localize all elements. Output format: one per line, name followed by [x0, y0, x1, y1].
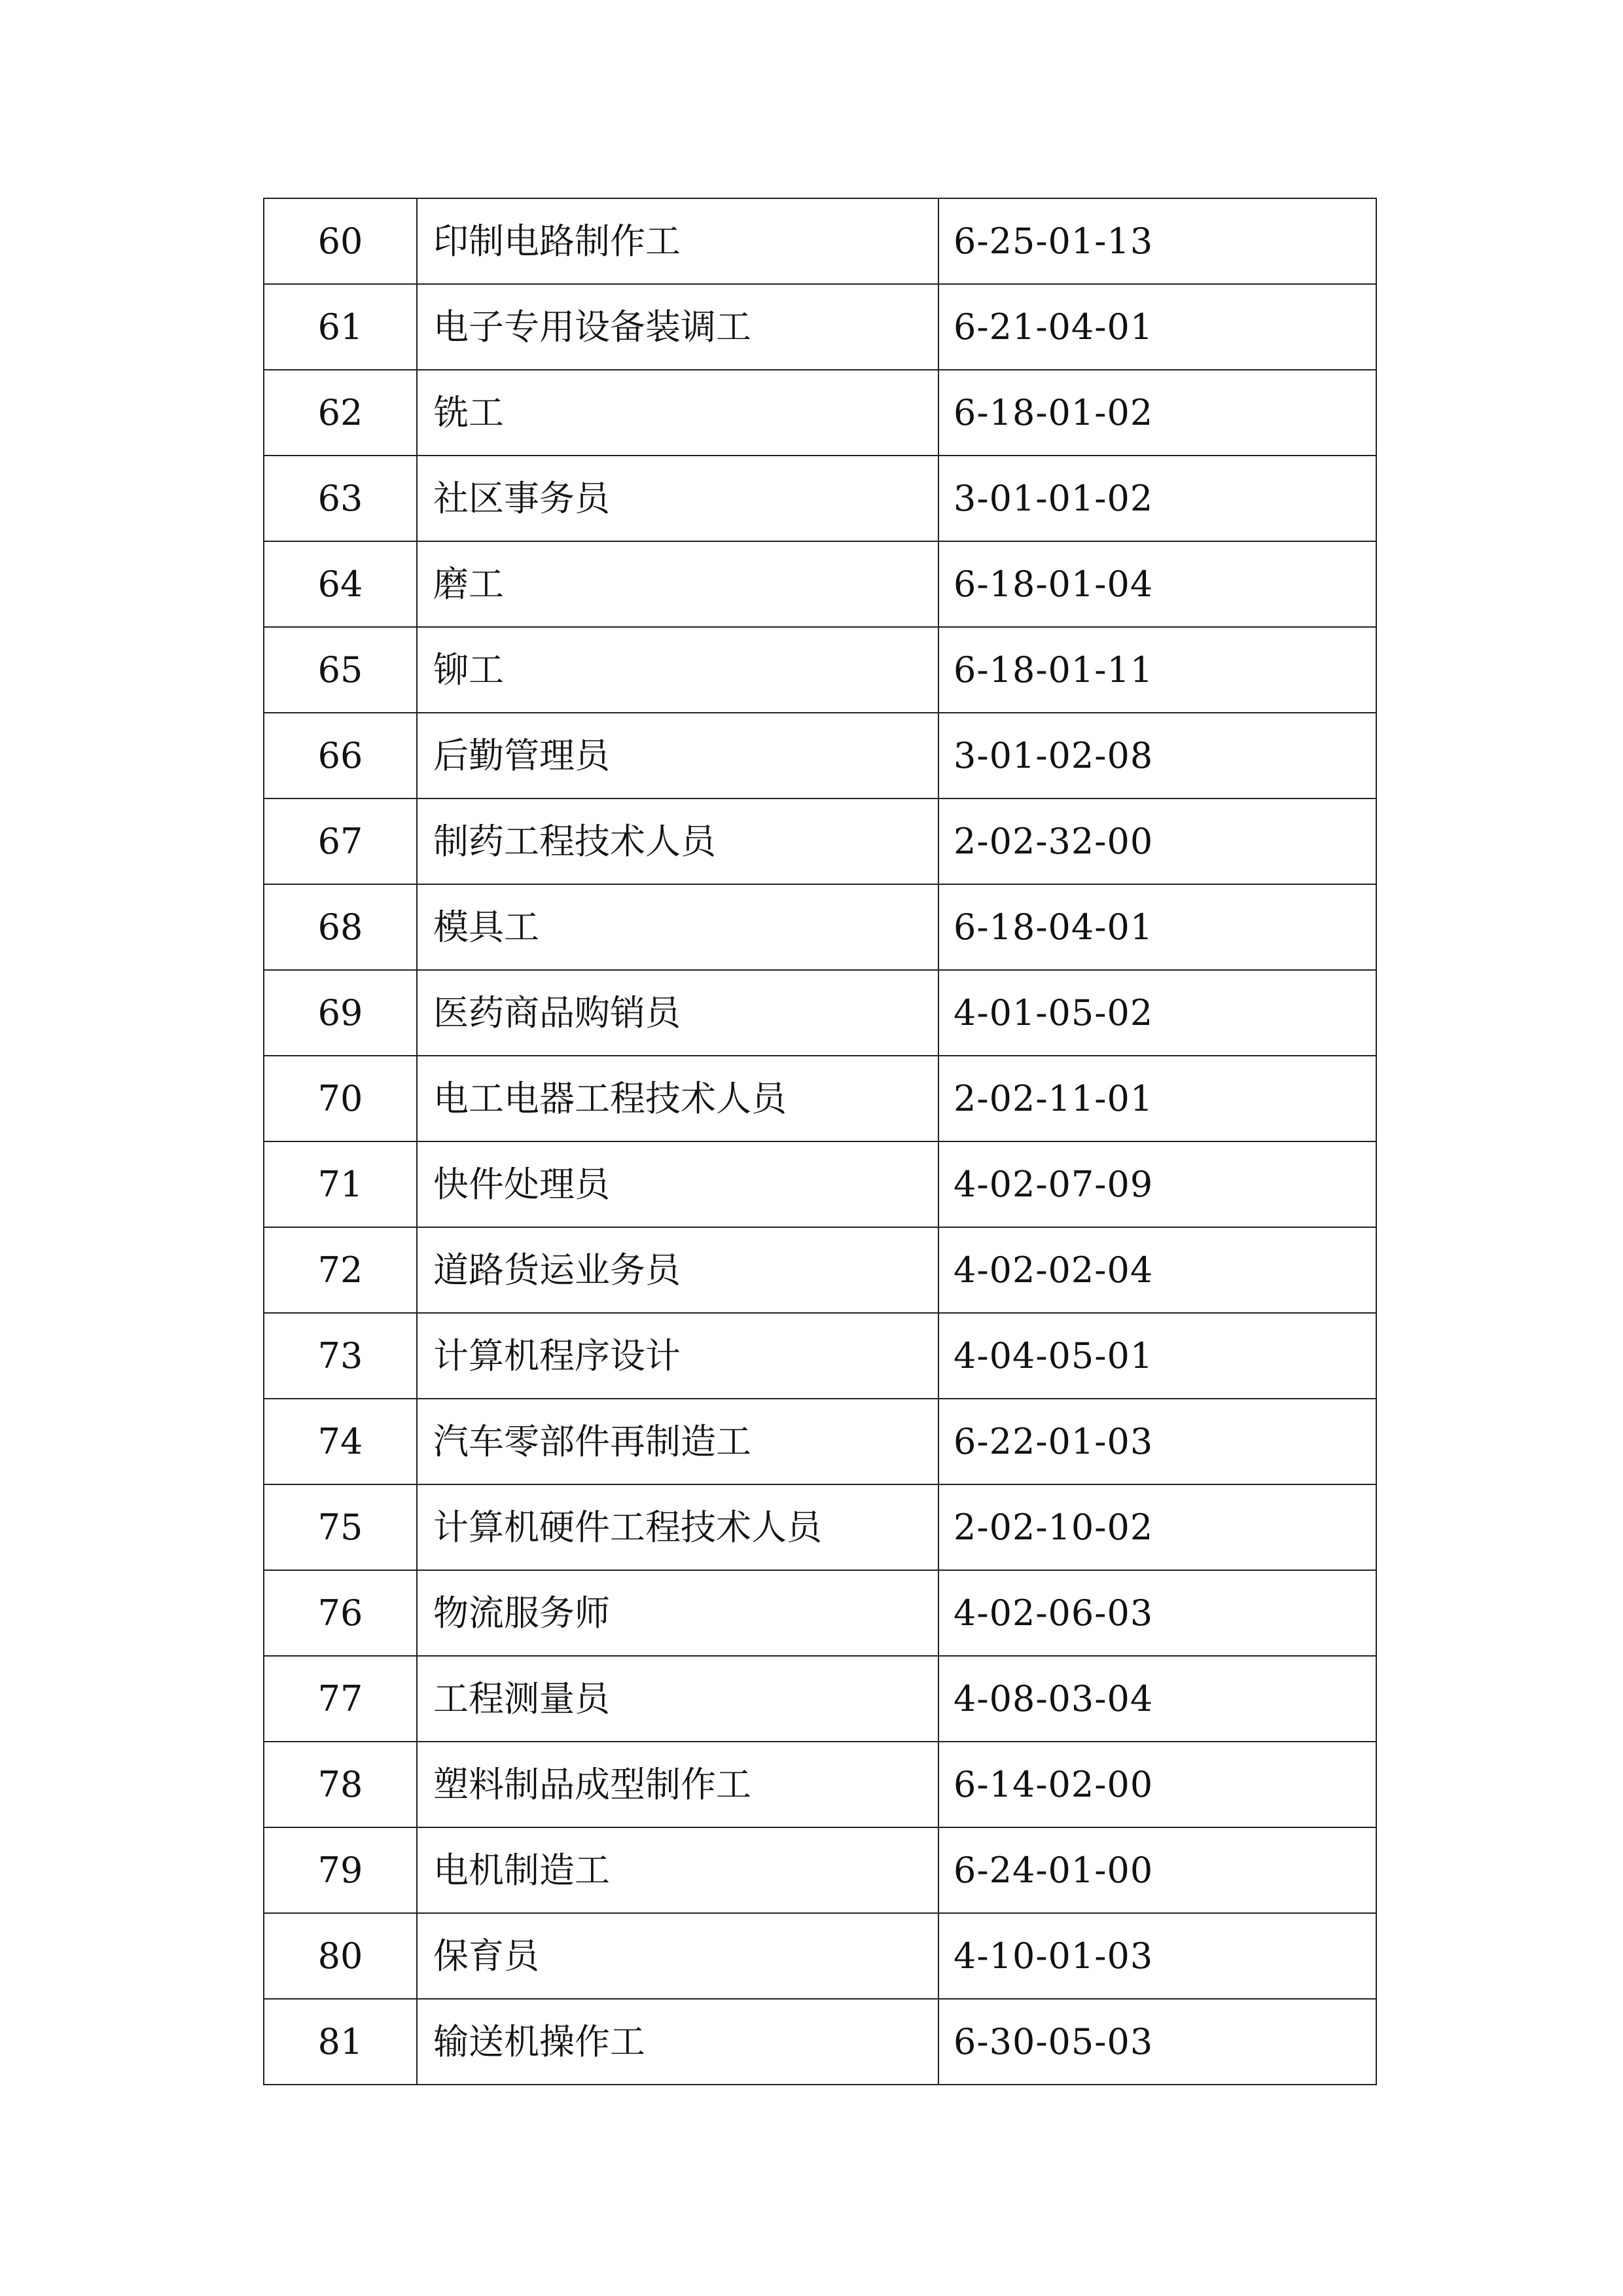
occupation-code-cell: 3-01-01-02	[938, 456, 1376, 541]
occupation-name-cell: 电子专用设备装调工	[417, 284, 938, 370]
row-number-cell: 64	[264, 541, 417, 627]
occupation-code-cell: 6-14-02-00	[938, 1742, 1376, 1827]
table-row	[264, 970, 1376, 1056]
table-row	[264, 370, 1376, 456]
row-number-cell: 76	[264, 1570, 417, 1656]
table-row	[264, 1313, 1376, 1399]
table-row	[264, 456, 1376, 541]
occupation-name-cell: 印制电路制作工	[417, 198, 938, 284]
occupation-name-cell: 后勤管理员	[417, 713, 938, 798]
occupation-code-cell: 6-21-04-01	[938, 284, 1376, 370]
occupation-name-cell: 塑料制品成型制作工	[417, 1742, 938, 1827]
occupation-name-cell: 物流服务师	[417, 1570, 938, 1656]
occupation-name-cell: 保育员	[417, 1913, 938, 1999]
row-number-cell: 63	[264, 456, 417, 541]
occupation-table	[263, 198, 1377, 2085]
row-number-cell: 73	[264, 1313, 417, 1399]
row-number-cell: 79	[264, 1827, 417, 1913]
row-number-cell: 66	[264, 713, 417, 798]
table-row	[264, 1227, 1376, 1313]
occupation-code-cell: 3-01-02-08	[938, 713, 1376, 798]
table-row	[264, 1742, 1376, 1827]
row-number-cell: 78	[264, 1742, 417, 1827]
row-number-cell: 69	[264, 970, 417, 1056]
occupation-table-body	[264, 198, 1376, 2085]
table-row	[264, 198, 1376, 284]
occupation-code-cell: 4-10-01-03	[938, 1913, 1376, 1999]
table-row	[264, 541, 1376, 627]
occupation-name-cell: 计算机硬件工程技术人员	[417, 1484, 938, 1570]
table-row	[264, 1399, 1376, 1484]
row-number-cell: 71	[264, 1141, 417, 1227]
occupation-name-cell: 磨工	[417, 541, 938, 627]
row-number-cell: 75	[264, 1484, 417, 1570]
occupation-code-cell: 6-18-01-04	[938, 541, 1376, 627]
table-row	[264, 1570, 1376, 1656]
occupation-code-cell: 6-18-01-02	[938, 370, 1376, 456]
table-row	[264, 1484, 1376, 1570]
occupation-code-cell: 4-04-05-01	[938, 1313, 1376, 1399]
table-row	[264, 884, 1376, 970]
row-number-cell: 60	[264, 198, 417, 284]
table-row	[264, 1141, 1376, 1227]
table-row	[264, 1056, 1376, 1141]
row-number-cell: 67	[264, 798, 417, 884]
row-number-cell: 81	[264, 1999, 417, 2085]
occupation-table-wrapper	[263, 198, 1376, 2085]
occupation-name-cell: 计算机程序设计	[417, 1313, 938, 1399]
occupation-code-cell: 4-02-02-04	[938, 1227, 1376, 1313]
row-number-cell: 65	[264, 627, 417, 713]
table-row	[264, 284, 1376, 370]
occupation-name-cell: 铣工	[417, 370, 938, 456]
occupation-name-cell: 工程测量员	[417, 1656, 938, 1742]
row-number-cell: 62	[264, 370, 417, 456]
row-number-cell: 77	[264, 1656, 417, 1742]
row-number-cell: 68	[264, 884, 417, 970]
occupation-name-cell: 快件处理员	[417, 1141, 938, 1227]
row-number-cell: 70	[264, 1056, 417, 1141]
occupation-name-cell: 铆工	[417, 627, 938, 713]
table-row	[264, 1827, 1376, 1913]
occupation-code-cell: 6-25-01-13	[938, 198, 1376, 284]
row-number-cell: 74	[264, 1399, 417, 1484]
occupation-code-cell: 4-02-07-09	[938, 1141, 1376, 1227]
occupation-name-cell: 电机制造工	[417, 1827, 938, 1913]
occupation-code-cell: 6-22-01-03	[938, 1399, 1376, 1484]
occupation-code-cell: 4-02-06-03	[938, 1570, 1376, 1656]
occupation-code-cell: 6-24-01-00	[938, 1827, 1376, 1913]
occupation-name-cell: 输送机操作工	[417, 1999, 938, 2085]
occupation-code-cell: 4-01-05-02	[938, 970, 1376, 1056]
table-row	[264, 1656, 1376, 1742]
table-row	[264, 1999, 1376, 2085]
occupation-code-cell: 2-02-10-02	[938, 1484, 1376, 1570]
occupation-code-cell: 4-08-03-04	[938, 1656, 1376, 1742]
row-number-cell: 72	[264, 1227, 417, 1313]
occupation-code-cell: 6-30-05-03	[938, 1999, 1376, 2085]
occupation-name-cell: 汽车零部件再制造工	[417, 1399, 938, 1484]
occupation-name-cell: 社区事务员	[417, 456, 938, 541]
occupation-name-cell: 道路货运业务员	[417, 1227, 938, 1313]
occupation-code-cell: 6-18-01-11	[938, 627, 1376, 713]
row-number-cell: 61	[264, 284, 417, 370]
table-row	[264, 713, 1376, 798]
row-number-cell: 80	[264, 1913, 417, 1999]
table-row	[264, 627, 1376, 713]
occupation-name-cell: 电工电器工程技术人员	[417, 1056, 938, 1141]
occupation-name-cell: 制药工程技术人员	[417, 798, 938, 884]
occupation-code-cell: 6-18-04-01	[938, 884, 1376, 970]
occupation-name-cell: 医药商品购销员	[417, 970, 938, 1056]
occupation-code-cell: 2-02-11-01	[938, 1056, 1376, 1141]
occupation-code-cell: 2-02-32-00	[938, 798, 1376, 884]
table-row	[264, 1913, 1376, 1999]
occupation-name-cell: 模具工	[417, 884, 938, 970]
table-row	[264, 798, 1376, 884]
